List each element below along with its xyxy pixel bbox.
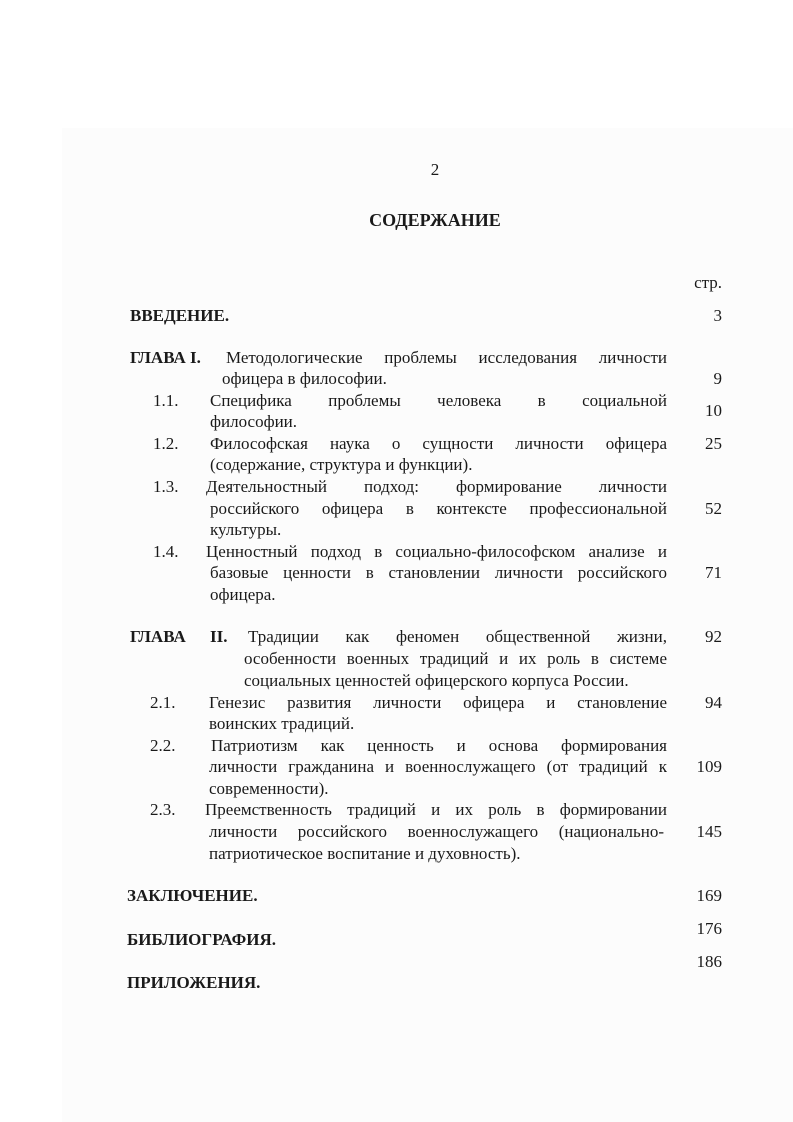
section-title-line: личности российского военнослужащего (национально- xyxy=(209,822,664,841)
section-page: 10 xyxy=(705,401,722,420)
section-title-line: офицера. xyxy=(210,585,276,604)
chapter2-number: II. xyxy=(210,627,228,646)
chapter2-title-line: особенности военных традиций и их роль в системе xyxy=(244,649,667,668)
section-title-line: российского офицера в контексте профессиональной xyxy=(210,499,667,518)
section-title-line: базовые ценности в становлении личности российского xyxy=(210,563,667,582)
chapter1-page: 9 xyxy=(713,369,722,388)
chapter2-label: ГЛАВА xyxy=(130,627,186,646)
section-number: 2.2. xyxy=(150,736,176,755)
appendix-label: ПРИЛОЖЕНИЯ. xyxy=(127,973,261,992)
section-number: 1.4. xyxy=(153,542,179,561)
chapter2-title-line: Традиции как феномен общественной жизни, xyxy=(248,627,667,646)
chapter2-page: 92 xyxy=(705,627,722,646)
intro-label: ВВЕДЕНИЕ. xyxy=(130,306,230,325)
section-title-line: Преемственность традиций и их роль в формировании xyxy=(205,800,667,819)
section-page: 145 xyxy=(696,822,722,841)
section-number: 2.3. xyxy=(150,800,176,819)
section-title-line: Генезис развития личности офицера и становление xyxy=(209,693,667,712)
section-title-line: патриотическое воспитание и духовность). xyxy=(209,844,521,863)
bibliography-page: 176 xyxy=(696,919,722,938)
chapter2-title-line: социальных ценностей офицерского корпуса России. xyxy=(244,671,629,690)
section-title-line: Деятельностный подход: формирование личности xyxy=(206,477,667,496)
section-title-line: Ценностный подход в социально-философском анализе и xyxy=(206,542,667,561)
section-page: 109 xyxy=(696,757,722,776)
bibliography-label: БИБЛИОГРАФИЯ. xyxy=(127,930,276,949)
section-title-line: (содержание, структура и функции). xyxy=(210,455,473,474)
intro-page: 3 xyxy=(713,306,722,325)
section-title-line: философии. xyxy=(210,412,298,431)
section-page: 25 xyxy=(705,434,722,453)
section-title-line: Специфика проблемы человека в социальной xyxy=(210,391,667,410)
chapter1-label: ГЛАВА I. xyxy=(130,348,201,367)
section-page: 71 xyxy=(705,563,722,582)
section-title-line: воинских традиций. xyxy=(209,714,355,733)
chapter1-title-line: офицера в философии. xyxy=(222,369,387,388)
section-title-line: личности гражданина и военнослужащего (от традиций к xyxy=(209,757,667,776)
section-title-line: культуры. xyxy=(210,520,282,539)
section-number: 1.1. xyxy=(153,391,179,410)
page-column-header: стр. xyxy=(694,273,722,292)
section-number: 2.1. xyxy=(150,693,176,712)
section-title-line: современности). xyxy=(209,779,329,798)
page-number: 2 xyxy=(430,160,440,179)
conclusion-label: ЗАКЛЮЧЕНИЕ. xyxy=(127,886,258,905)
conclusion-page: 169 xyxy=(696,886,722,905)
section-page: 94 xyxy=(705,693,722,712)
section-number: 1.3. xyxy=(153,477,179,496)
section-title-line: Философская наука о сущности личности офицера xyxy=(210,434,667,453)
chapter1-title-line: Методологические проблемы исследования личности xyxy=(226,348,667,367)
section-page: 52 xyxy=(705,499,722,518)
section-title-line: Патриотизм как ценность и основа формирования xyxy=(211,736,667,755)
toc-title: СОДЕРЖАНИЕ xyxy=(369,210,501,230)
appendix-page: 186 xyxy=(696,952,722,971)
section-number: 1.2. xyxy=(153,434,179,453)
